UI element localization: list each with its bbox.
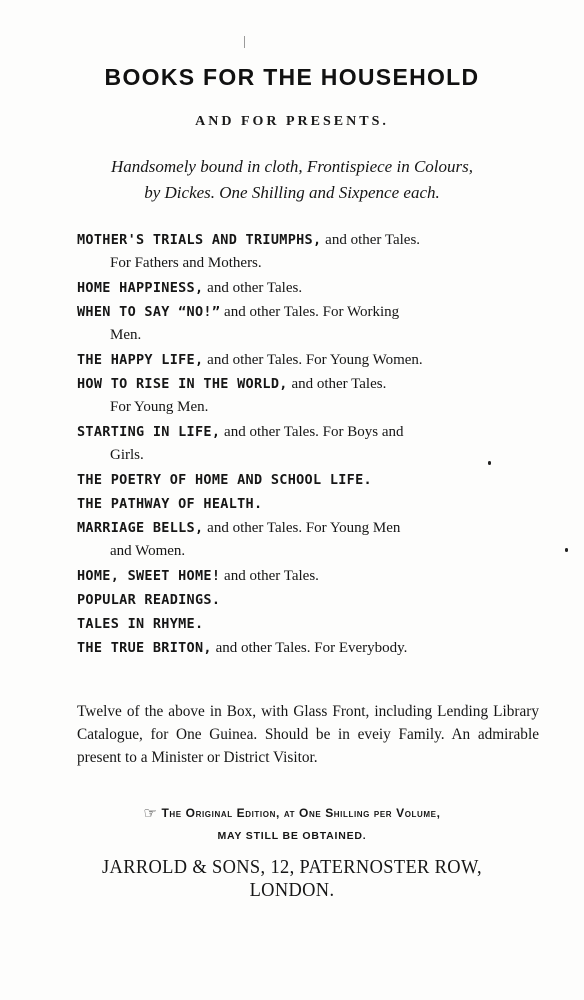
book-title: THE POETRY OF HOME AND SCHOOL LIFE.	[77, 472, 372, 488]
book-description: and other Tales. For Young Men	[203, 520, 401, 536]
book-description: and other Tales.	[287, 376, 387, 392]
book-description-continued: and Women.	[110, 543, 186, 559]
book-entry	[77, 612, 529, 636]
book-title: HOME HAPPINESS,	[77, 280, 204, 296]
book-title: POPULAR READINGS.	[77, 592, 221, 608]
book-description-continued: For Fathers and Mothers.	[110, 255, 262, 271]
book-description: and other Tales. For Young Women.	[203, 352, 423, 368]
book-description-continued: For Young Men.	[110, 399, 209, 415]
book-title: THE PATHWAY OF HEALTH.	[77, 496, 263, 512]
original-edition-line-1: The Original Edition, at One Shilling per Volume,	[161, 806, 441, 820]
speck	[488, 461, 491, 465]
book-description-continued: Girls.	[110, 447, 144, 463]
box-set-note: Twelve of the above in Box, with Glass Front, including Lending Library Catalogue, for One Guinea. Should be in eveiy Family. An admirable present to a Minister or District Visitor.	[77, 703, 539, 766]
binding-line-1: Handsomely bound in cloth, Frontispiece in Colours,	[110, 157, 473, 176]
book-title: MOTHER'S TRIALS AND TRIUMPHS,	[77, 232, 322, 248]
book-description-continued: Men.	[110, 327, 142, 343]
pointing-hand-icon: ☞	[143, 805, 158, 822]
book-entry	[77, 276, 529, 300]
book-entry	[77, 564, 529, 588]
book-description: and other Tales.	[220, 568, 319, 584]
book-description: and other Tales. For Working	[220, 304, 400, 320]
book-title: TALES IN RHYME.	[77, 616, 204, 632]
book-title: STARTING IN LIFE,	[77, 424, 221, 440]
page-subtitle: AND FOR PRESENTS.	[195, 114, 389, 129]
book-entry	[77, 372, 529, 418]
publisher-imprint: JARROLD & SONS, 12, PATERNOSTER ROW, LONDON.	[102, 856, 482, 901]
book-title: THE TRUE BRITON,	[77, 640, 212, 656]
book-entry	[77, 468, 529, 492]
binding-description	[40, 154, 544, 206]
book-entry	[77, 636, 529, 660]
book-description: and other Tales. For Boys and	[220, 424, 404, 440]
book-entry	[77, 348, 529, 372]
book-entry	[77, 420, 529, 466]
print-mark	[244, 36, 245, 48]
book-description: and other Tales.	[321, 232, 421, 248]
original-edition-line-2: MAY STILL BE OBTAINED.	[217, 830, 367, 842]
book-description: and other Tales.	[203, 280, 303, 296]
book-title: THE HAPPY LIFE,	[77, 352, 204, 368]
book-title: WHEN TO SAY “NO!”	[77, 304, 221, 320]
book-title-list	[77, 228, 529, 660]
book-title: HOME, SWEET HOME!	[77, 568, 221, 584]
page-title: BOOKS FOR THE HOUSEHOLD	[104, 64, 480, 90]
book-title: HOW TO RISE IN THE WORLD,	[77, 376, 288, 392]
book-entry	[77, 492, 529, 516]
binding-line-2: by Dickes. One Shilling and Sixpence each.	[144, 183, 440, 202]
book-entry	[77, 516, 529, 562]
book-description: and other Tales. For Everybody.	[211, 640, 408, 656]
book-title: MARRIAGE BELLS,	[77, 520, 204, 536]
speck	[565, 548, 568, 552]
book-entry	[77, 300, 529, 346]
book-entry	[77, 588, 529, 612]
book-entry	[77, 228, 529, 274]
original-edition-note	[40, 802, 544, 847]
